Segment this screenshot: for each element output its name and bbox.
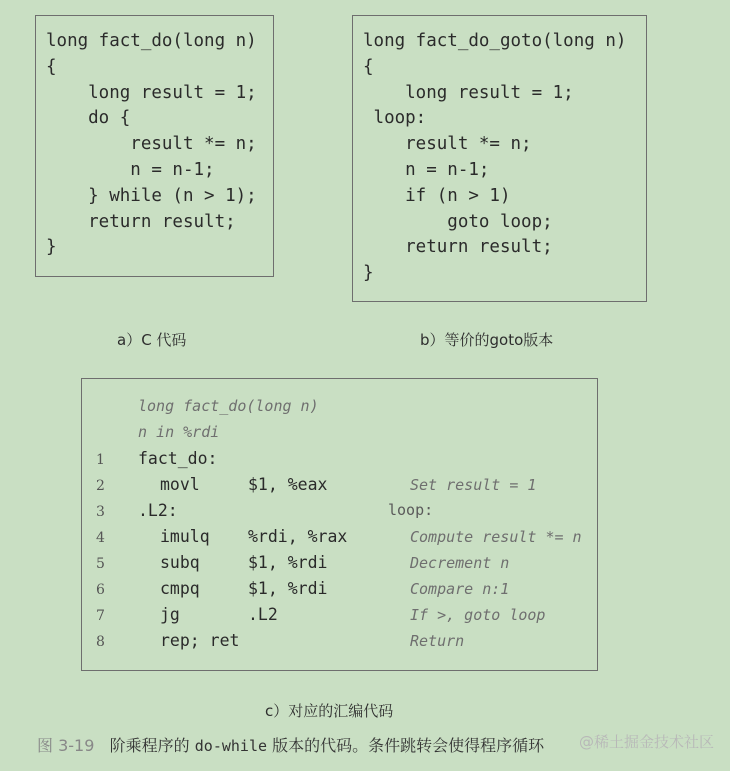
asm-line-number: 3 bbox=[96, 504, 105, 520]
asm-line-number: 7 bbox=[96, 608, 105, 624]
asm-row bbox=[82, 631, 597, 655]
asm-operands: $1, %rdi bbox=[248, 553, 328, 572]
code-a-line: long result = 1; bbox=[46, 82, 257, 103]
asm-comment: If >, goto loop bbox=[410, 606, 546, 624]
asm-header-register: n in %rdi bbox=[138, 423, 220, 441]
asm-row bbox=[82, 527, 597, 551]
asm-row bbox=[82, 449, 597, 473]
asm-instruction: .L2: bbox=[138, 501, 178, 520]
asm-instruction: subq bbox=[160, 553, 200, 572]
code-b-line: if (n > 1) bbox=[363, 185, 511, 206]
code-a-line: long fact_do(long n) bbox=[46, 31, 257, 51]
asm-instruction: cmpq bbox=[160, 579, 200, 598]
caption-a: a）C 代码 bbox=[117, 331, 187, 349]
figure-caption-pre: 阶乘程序的 bbox=[109, 736, 195, 755]
asm-row bbox=[82, 475, 597, 499]
asm-comment: Compute result *= n bbox=[410, 528, 582, 546]
code-a-line: return result; bbox=[46, 211, 236, 232]
code-b-line: return result; bbox=[363, 237, 553, 258]
code-b-line: } bbox=[363, 263, 374, 284]
figure-caption bbox=[37, 733, 544, 756]
asm-line-number: 4 bbox=[96, 530, 105, 546]
code-b-line: long result = 1; bbox=[363, 82, 574, 103]
code-a-line: } while (n > 1); bbox=[46, 185, 257, 206]
asm-comment: Return bbox=[410, 632, 465, 650]
caption-c: c）对应的汇编代码 bbox=[265, 702, 394, 720]
code-a-line: n = n-1; bbox=[46, 160, 215, 180]
watermark: @稀土掘金技术社区 bbox=[578, 733, 714, 751]
asm-operands: %rdi, %rax bbox=[248, 527, 348, 546]
asm-row bbox=[82, 501, 597, 525]
asm-instruction: fact_do: bbox=[138, 449, 218, 468]
figure-caption-post: 版本的代码。条件跳转会使得程序循环 bbox=[267, 736, 545, 755]
code-b-line: goto loop; bbox=[363, 211, 553, 232]
asm-line-number: 8 bbox=[96, 634, 105, 650]
asm-row bbox=[82, 605, 597, 629]
asm-operands: $1, %rdi bbox=[248, 579, 328, 598]
code-b-line: result *= n; bbox=[363, 134, 532, 155]
asm-instruction: movl bbox=[160, 475, 200, 494]
caption-b: b）等价的goto版本 bbox=[420, 331, 554, 349]
asm-instruction: jg bbox=[160, 605, 180, 624]
code-b-line: loop: bbox=[363, 108, 427, 129]
figure-caption-code: do-while bbox=[194, 737, 268, 755]
asm-line-number: 6 bbox=[96, 582, 105, 598]
asm-line-number: 5 bbox=[96, 556, 105, 572]
asm-line-number: 2 bbox=[96, 478, 105, 494]
asm-comment: loop: bbox=[388, 501, 434, 519]
c-code-box bbox=[35, 15, 274, 277]
asm-comment: Decrement n bbox=[410, 554, 510, 572]
asm-row bbox=[82, 579, 597, 603]
code-a-line: } bbox=[46, 237, 57, 258]
code-b-line: long fact_do_goto(long n) bbox=[363, 31, 627, 51]
asm-header-signature: long fact_do(long n) bbox=[138, 397, 319, 415]
asm-line-number: 1 bbox=[96, 452, 105, 468]
assembly-code-box bbox=[81, 378, 598, 671]
asm-operands: $1, %eax bbox=[248, 475, 328, 494]
code-a-line: result *= n; bbox=[46, 134, 257, 155]
figure-number: 图 3-19 bbox=[37, 736, 95, 755]
code-a-line: do { bbox=[46, 108, 131, 129]
code-b-line: n = n-1; bbox=[363, 160, 490, 180]
code-b-line: { bbox=[363, 56, 374, 77]
asm-operands: .L2 bbox=[248, 605, 278, 624]
asm-row bbox=[82, 553, 597, 577]
code-a-line: { bbox=[46, 56, 57, 77]
asm-instruction: rep; ret bbox=[160, 631, 240, 650]
asm-comment: Set result = 1 bbox=[410, 476, 537, 494]
asm-instruction: imulq bbox=[160, 527, 210, 546]
asm-comment: Compare n:1 bbox=[410, 580, 510, 598]
goto-code-box bbox=[352, 15, 647, 302]
